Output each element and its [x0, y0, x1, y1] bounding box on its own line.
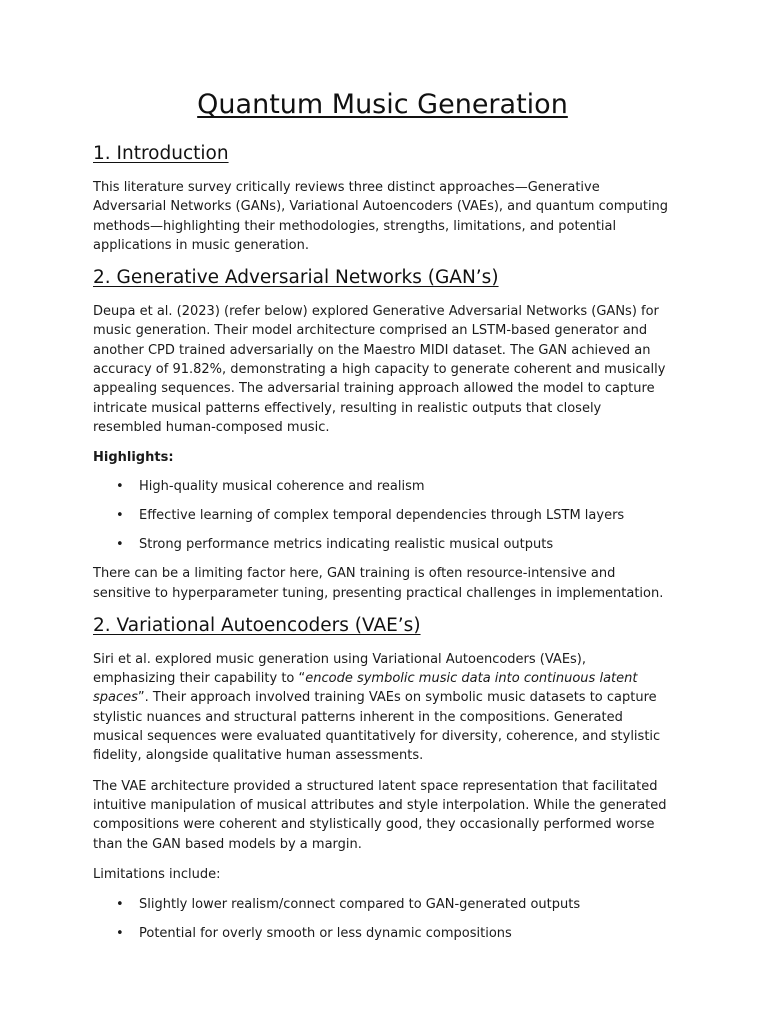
list-item-text: Slightly lower realism/connect compared to GAN-generated outputs	[139, 897, 581, 913]
list-item-text: High-quality musical coherence and realism	[139, 479, 425, 495]
vae-paragraph-1	[93, 650, 672, 766]
list-item-text: Strong performance metrics indicating realistic musical outputs	[139, 537, 554, 553]
bullet-icon: •	[116, 537, 124, 553]
list-item	[93, 535, 672, 554]
list-item-text: Potential for overly smooth or less dynamic compositions	[139, 926, 512, 942]
list-item	[93, 895, 672, 914]
heading-vae: 2. Variational Autoencoders (VAE’s)	[93, 614, 421, 636]
vae-paragraph-2: The VAE architecture provided a structured latent space representation that facilitated intuitive manipulation of musical attributes and style interpolation. While the generated compositions were coherent and stylistically good, they occasionally performed worse than the GAN based models by a margin.	[93, 778, 667, 852]
vae-limitations-label: Limitations include:	[93, 866, 221, 882]
gan-closing-paragraph: There can be a limiting factor here, GAN training is often resource-intensive and sensitive to hyperparameter tuning, presenting practical challenges in implementation.	[93, 566, 664, 601]
list-item	[93, 477, 672, 496]
bullet-icon: •	[116, 926, 124, 942]
vae-p1-before: Siri et al. explored music generation using Variational Autoencoders (VAEs), emphasizing their capability to “	[93, 651, 587, 687]
vae-p1-quote: encode symbolic music data into continuous latent spaces	[93, 671, 638, 706]
heading-gan: 2. Generative Adversarial Networks (GAN’s)	[93, 267, 499, 289]
bullet-icon: •	[116, 897, 124, 913]
bullet-icon: •	[116, 479, 124, 495]
gan-highlights-list	[93, 477, 672, 554]
bullet-icon: •	[116, 508, 124, 524]
document-title: Quantum Music Generation	[197, 89, 568, 120]
gan-paragraph: Deupa et al. (2023) (refer below) explored Generative Adversarial Networks (GANs) for music generation. Their model architecture comprised an LSTM-based generator and another CPD trained adversarially on the Maestro MIDI dataset. The GAN achieved an accuracy of 91.82%, demonstrating a high capacity to generate coherent and musically appealing sequences. The adversarial training approach allowed the model to capture intricate musical patterns effectively, resulting in realistic outputs that closely resembled human-composed music.	[93, 304, 666, 435]
intro-paragraph: This literature survey critically reviews three distinct approaches—Generative Adversarial Networks (GANs), Variational Autoencoders (VAEs), and quantum computing methods—highlighting their methodologies, strengths, limitations, and potential applications in music generation.	[93, 180, 669, 253]
heading-introduction: 1. Introduction	[93, 143, 229, 164]
vae-p1-after: ”. Their approach involved training VAEs on symbolic music datasets to capture stylistic nuances and structural patterns inherent in the compositions. Generated musical sequences were evaluated quantitatively for diversity, coherence, and stylistic fidelity, alongside qualitative human assessments.	[93, 690, 661, 764]
gan-highlights-label: Highlights:	[93, 450, 174, 466]
list-item	[93, 924, 672, 943]
list-item-text: Effective learning of complex temporal dependencies through LSTM layers	[139, 508, 625, 524]
vae-limitations-list	[93, 895, 672, 943]
list-item	[93, 506, 672, 525]
